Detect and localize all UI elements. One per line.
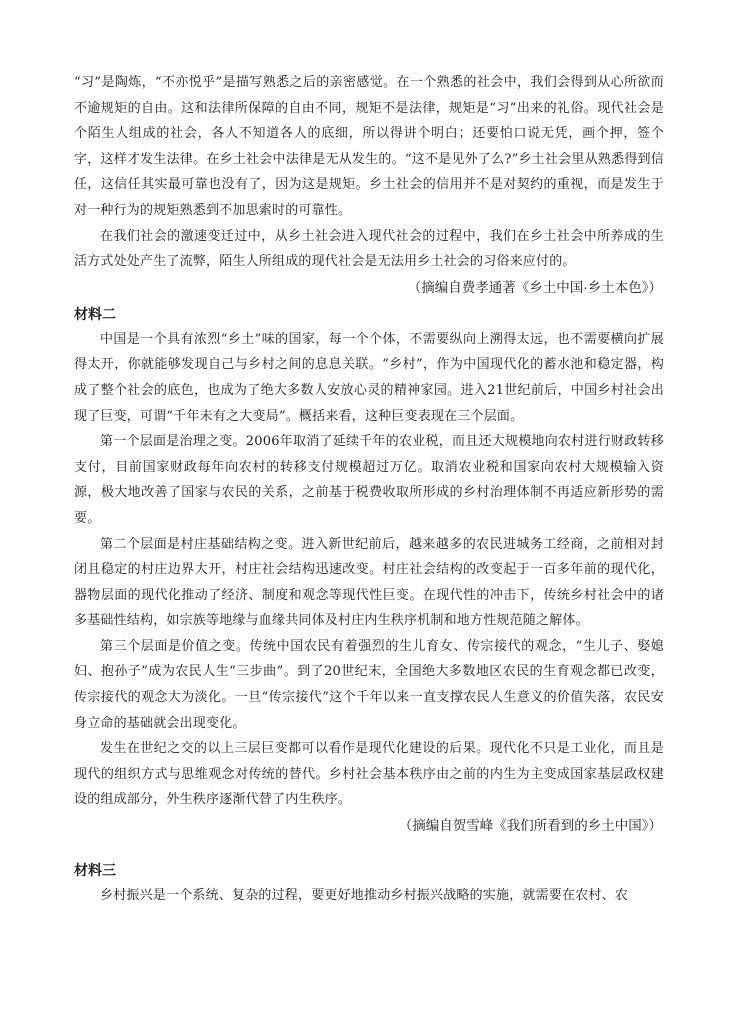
material-one-paragraph-2: 在我们社会的激速变迁过中，从乡土社会进入现代社会的过程中，我们在乡土社会中所养成的生活方式处处产生了流弊，陌生人所组成的现代社会是无法用乡土社会的习俗来应付的。 <box>74 228 664 270</box>
material-two-paragraph-5: 发生在世纪之交的以上三层巨变都可以看作是现代化建设的后果。现代化不只是工业化，而且是现代的组织方式与思维观念对传统的替代。乡村社会基本秩序由之前的内生为主变成国家基层政权建设的组成部分，外生秩序逐渐代替了内生秩序。 <box>74 741 664 808</box>
section-spacer <box>74 839 664 857</box>
material-three-paragraph-1: 乡村振兴是一个系统、复杂的过程，要更好地推动乡村振兴战略的实施，就需要在农村、农 <box>100 888 629 904</box>
document-page <box>74 70 664 909</box>
material-two-source: （摘编自贺雪峰《我们所看到的乡土中国》） <box>398 818 662 834</box>
material-three-heading: 材料三 <box>74 862 116 879</box>
material-two-heading: 材料二 <box>74 305 116 322</box>
material-one-paragraph-1: “习”是陶炼，“不亦悦乎”是描写熟悉之后的亲密感觉。在一个熟悉的社会中，我们会得到从心所欲而不逾规矩的自由。这和法律所保障的自由不同，规矩不是法律，规矩是“习”出来的礼俗。现代社会是个陌生人组成的社会，各人不知道各人的底细，所以得讲个明白；还要怕口说无凭，画个押，签个字，这样才发生法律。在乡土社会中法律是无从发生的。“这不是见外了么?”乡土社会里从熟悉得到信任，这信任其实最可靠也没有了，因为这是规矩。乡土社会的信用并不是对契约的重视，而是发生于对一种行为的规矩熟悉到不加思索时的可靠性。 <box>74 75 664 218</box>
material-one-source: （摘编自费孝通著《乡土中国·乡土本色》） <box>407 279 662 295</box>
material-two-paragraph-3: 第二个层面是村庄基础结构之变。进入新世纪前后，越来越多的农民进城务工经商，之前相对封闭且稳定的村庄边界大开，村庄社会结构迅速改变。村庄社会结构的改变起于一百多年前的现代化，器物层面的现代化推动了经济、制度和观念等现代性巨变。在现代性的冲击下，传统乡村社会中的诸多基础性结构，如宗族等地缘与血缘共同体及村庄内生秩序机制和地方性规范随之解体。 <box>74 536 664 629</box>
material-two-paragraph-4: 第三个层面是价值之变。传统中国农民有着强烈的生儿育女、传宗接代的观念，“生儿子、娶媳妇、抱孙子”成为农民人生“三步曲”。到了20世纪末，全国绝大多数地区农民的生育观念都已改变，传宗接代的观念大为淡化。一旦“传宗接代”这个千年以来一直支撑农民人生意义的价值失落，农民安身立命的基础就会出现变化。 <box>74 638 664 731</box>
material-two-paragraph-1: 中国是一个具有浓烈“乡土”味的国家，每一个个体，不需要纵向上溯得太远，也不需要横向扩展得太开，你就能够发现自己与乡村之间的息息关联。“乡村”，作为中国现代化的蓄水池和稳定器，构成了整个社会的底色，也成为了绝大多数人安放心灵的精神家园。进入21世纪前后，中国乡村社会出现了巨变，可谓“千年未有之大变局”。概括来看，这种巨变表现在三个层面。 <box>74 331 664 424</box>
material-two-paragraph-2: 第一个层面是治理之变。2006年取消了延续千年的农业税，而且还大规模地向农村进行财政转移支付，目前国家财政每年向农村的转移支付规模超过万亿。取消农业税和国家向农村大规模输入资源，极大地改善了国家与农民的关系，之前基于税费收取所形成的乡村治理体制不再适应新形势的需要。 <box>74 434 664 526</box>
